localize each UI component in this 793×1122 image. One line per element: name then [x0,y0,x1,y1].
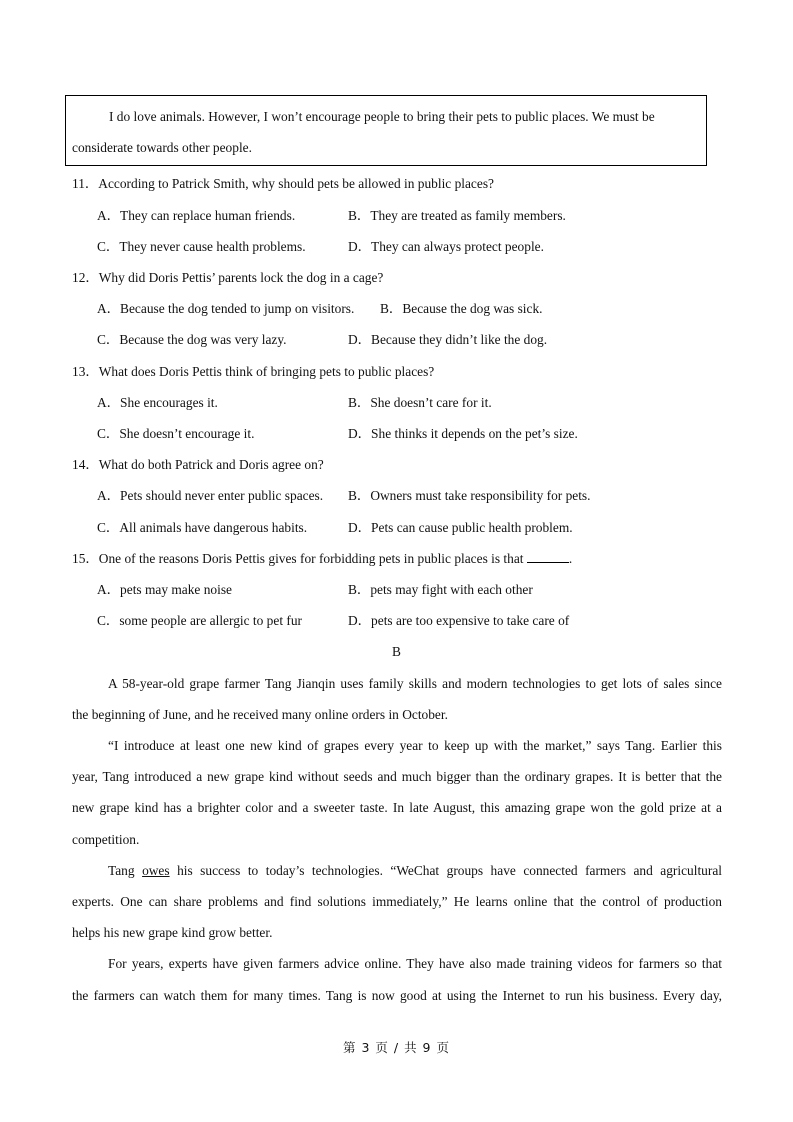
question-15-stem: 15．One of the reasons Doris Pettis gives for forbidding pets in public places is that . [72,551,573,566]
quote-line-1: I do love animals. However, I won’t encourage people to bring their pets to public places. We must be [109,109,655,124]
passage-p1-line-1: A 58-year-old grape farmer Tang Jianqin uses family skills and modern technologies to get lots of sales since [108,676,722,691]
question-11-option-a: A．They can replace human friends. [97,208,296,223]
question-15-option-c: C．some people are allergic to pet fur [97,613,303,628]
question-13-option-a: A．She encourages it. [97,395,218,410]
passage-p4-line-2: the farmers can watch them for many times. Tang is now good at using the Internet to run his business. Every day, [72,988,722,1003]
question-15-option-b: B．pets may fight with each other [348,582,533,597]
quote-box [65,95,707,166]
passage-p2-line-1: “I introduce at least one new kind of grapes every year to keep up with the market,” says Tang. Earlier this [108,738,722,753]
quote-line-2: considerate towards other people. [72,140,252,155]
question-11-stem: 11．According to Patrick Smith, why should pets be allowed in public places? [72,176,494,191]
page-footer: 第 3 页 / 共 9 页 [343,1040,450,1055]
question-12-stem: 12．Why did Doris Pettis’ parents lock the dog in a cage? [72,270,384,285]
passage-p2-line-3: new grape kind has a brighter color and a sweeter taste. In late August, this amazing grape won the gold prize at a [72,800,722,815]
passage-p3-lead: Tang [108,863,135,878]
question-13-stem: 13．What does Doris Pettis think of bringing pets to public places? [72,364,435,379]
answer-blank [527,550,569,563]
passage-p2-line-4: competition. [72,832,140,847]
passage-p2-line-2: year, Tang introduced a new grape kind without seeds and much bigger than the ordinary grapes. It is better that the [72,769,722,784]
underlined-word: owes [142,863,170,878]
question-12-option-d: D．Because they didn’t like the dog. [348,332,548,347]
question-11-option-b: B．They are treated as family members. [348,208,566,223]
passage-p3-line-1 [108,862,722,880]
question-14-option-a: A．Pets should never enter public spaces. [97,488,324,503]
passage-p3-rest: his success to today’s technologies. “WeChat groups have connected farmers and agricultural [177,863,722,878]
question-13-option-d: D．She thinks it depends on the pet’s size. [348,426,578,441]
passage-p1-line-2: the beginning of June, and he received many online orders in October. [72,707,448,722]
passage-p3-line-2: experts. One can share problems and find solutions immediately,” He learns online that the control of production [72,894,722,909]
passage-p4-line-1: For years, experts have given farmers advice online. They have also made training videos for farmers so that [108,956,722,971]
question-15-option-a: A．pets may make noise [97,582,232,597]
question-11-option-c: C．They never cause health problems. [97,239,306,254]
question-14-option-c: C．All animals have dangerous habits. [97,520,308,535]
question-15-option-d: D．pets are too expensive to take care of [348,613,570,628]
question-15-stem-text: 15．One of the reasons Doris Pettis gives for forbidding pets in public places is that [72,551,524,566]
question-14-stem: 14．What do both Patrick and Doris agree on? [72,457,324,472]
section-heading: B [392,644,401,659]
question-14-option-d: D．Pets can cause public health problem. [348,520,573,535]
passage-p3-line-3: helps his new grape kind grow better. [72,925,273,940]
question-11-option-d: D．They can always protect people. [348,239,544,254]
question-13-option-c: C．She doesn’t encourage it. [97,426,255,441]
question-13-option-b: B．She doesn’t care for it. [348,395,492,410]
question-12-option-a: A．Because the dog tended to jump on visitors. [97,301,355,316]
question-12-option-b: B．Because the dog was sick. [380,301,543,316]
question-14-option-b: B．Owners must take responsibility for pets. [348,488,591,503]
question-12-option-c: C．Because the dog was very lazy. [97,332,287,347]
